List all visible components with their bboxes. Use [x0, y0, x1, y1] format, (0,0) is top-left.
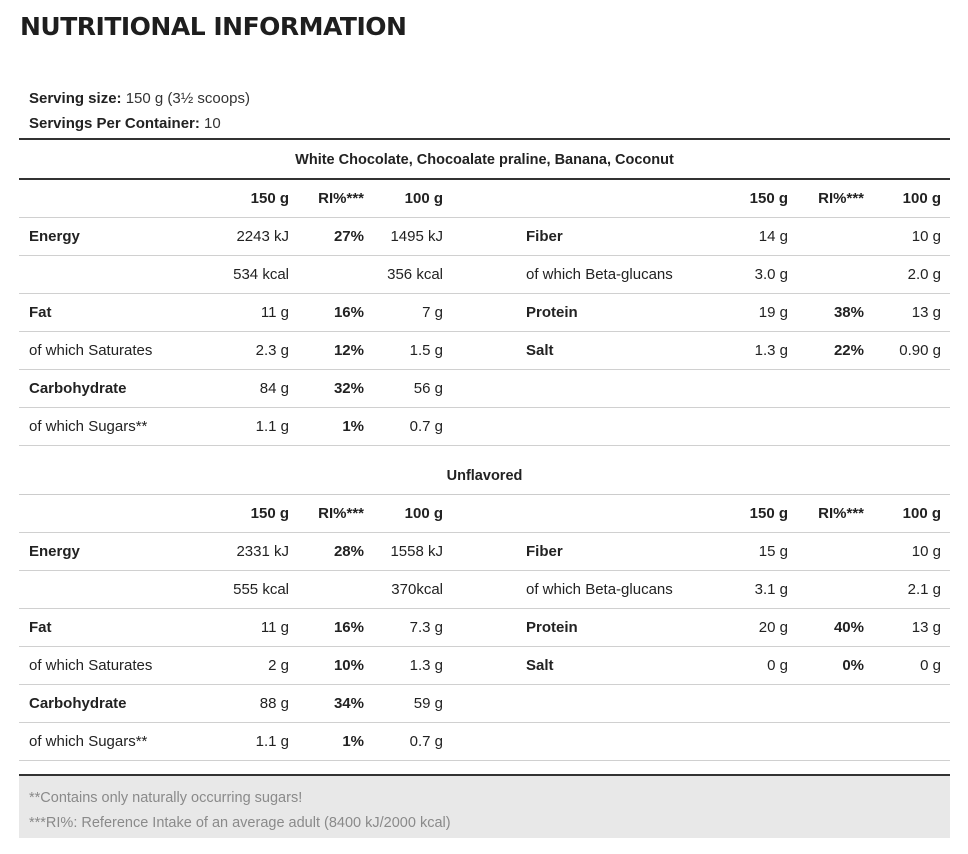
nutrient-label: Fiber	[526, 228, 563, 245]
value-per-100g: 356 kcal	[387, 266, 443, 283]
nutrient-label: of which Beta-glucans	[526, 266, 673, 283]
value-ri-percent: 28%	[333, 543, 364, 560]
table-row	[19, 723, 950, 761]
nutrient-label: Fat	[29, 619, 52, 636]
value-per-serving: 88 g	[259, 695, 289, 712]
nutrient-label: Energy	[29, 228, 80, 245]
table-row	[19, 609, 950, 647]
value-ri-percent: 0%	[842, 657, 864, 674]
table-row	[19, 685, 950, 723]
serving-size	[29, 86, 250, 111]
value-per-100g: 56 g	[413, 380, 443, 397]
value-per-serving: 11 g	[260, 304, 289, 321]
column-header: 100 g	[902, 505, 941, 522]
value-ri-percent: 40%	[833, 619, 864, 636]
servings-per-container-label: Servings Per Container:	[29, 115, 200, 132]
column-header-row	[19, 180, 950, 218]
nutrient-label: of which Sugars**	[29, 733, 148, 750]
table-heading: Unflavored	[19, 457, 950, 495]
nutrient-label: of which Saturates	[29, 342, 153, 359]
value-per-100g: 2.0 g	[907, 266, 941, 283]
value-per-100g: 10 g	[911, 228, 941, 245]
table-row	[19, 332, 950, 370]
nutrient-label: Carbohydrate	[29, 380, 127, 397]
value-per-100g: 0 g	[920, 657, 941, 674]
value-per-100g: 0.7 g	[409, 733, 443, 750]
value-per-serving: 1.1 g	[255, 418, 289, 435]
value-per-100g: 59 g	[413, 695, 443, 712]
value-per-serving: 2.3 g	[255, 342, 289, 359]
page-title: NUTRITIONAL INFORMATION	[20, 12, 407, 41]
value-per-serving: 11 g	[260, 619, 289, 636]
value-per-100g: 1.3 g	[409, 657, 443, 674]
footnote-sugars: **Contains only naturally occurring sugars!	[29, 790, 303, 806]
nutrient-label: Protein	[526, 304, 578, 321]
value-ri-percent: 1%	[342, 418, 364, 435]
table-row	[19, 533, 950, 571]
nutrient-label: Fiber	[526, 543, 563, 560]
column-header: 100 g	[404, 190, 443, 207]
nutrient-label: Fat	[29, 304, 52, 321]
footnote-reference-intake: ***RI%: Reference Intake of an average adult (8400 kJ/2000 kcal)	[29, 815, 451, 831]
value-ri-percent: 34%	[333, 695, 364, 712]
nutrient-label: of which Beta-glucans	[526, 581, 673, 598]
nutrient-label: of which Saturates	[29, 657, 153, 674]
value-ri-percent: 16%	[333, 619, 364, 636]
table-row	[19, 218, 950, 256]
value-ri-percent: 27%	[333, 228, 364, 245]
value-per-100g: 1.5 g	[409, 342, 443, 359]
value-per-100g: 10 g	[911, 543, 941, 560]
nutrition-table-flavored	[19, 138, 950, 446]
value-per-100g: 0.90 g	[899, 342, 941, 359]
column-header: RI%***	[318, 190, 364, 207]
table-row	[19, 294, 950, 332]
value-ri-percent: 16%	[333, 304, 364, 321]
value-per-serving: 1.1 g	[255, 733, 289, 750]
serving-size-label: Serving size:	[29, 90, 122, 107]
column-header: 150 g	[749, 190, 788, 207]
value-per-serving: 0 g	[767, 657, 788, 674]
value-per-serving: 15 g	[758, 543, 788, 560]
table-heading: White Chocolate, Chocoalate praline, Banana, Coconut	[19, 140, 950, 180]
value-per-serving: 84 g	[259, 380, 289, 397]
value-per-serving: 2 g	[268, 657, 289, 674]
value-per-serving: 2243 kJ	[236, 228, 289, 245]
serving-info	[29, 86, 250, 136]
value-per-serving: 14 g	[758, 228, 788, 245]
value-per-serving: 3.0 g	[754, 266, 788, 283]
column-header-row	[19, 495, 950, 533]
table-row	[19, 647, 950, 685]
nutrition-table-unflavored	[19, 457, 950, 761]
value-ri-percent: 22%	[833, 342, 864, 359]
column-header: 150 g	[250, 190, 289, 207]
column-header: RI%***	[318, 505, 364, 522]
value-per-100g: 0.7 g	[409, 418, 443, 435]
column-header: RI%***	[818, 190, 864, 207]
value-ri-percent: 1%	[342, 733, 364, 750]
serving-size-value: 150 g (3½ scoops)	[121, 90, 250, 107]
nutrient-label: Energy	[29, 543, 80, 560]
column-header: RI%***	[818, 505, 864, 522]
nutrient-label: Salt	[526, 657, 554, 674]
value-ri-percent: 10%	[333, 657, 364, 674]
table-row	[19, 408, 950, 446]
nutrient-label: Salt	[526, 342, 554, 359]
column-header: 100 g	[404, 505, 443, 522]
column-header: 100 g	[902, 190, 941, 207]
value-per-serving: 534 kcal	[233, 266, 289, 283]
value-per-100g: 1495 kJ	[390, 228, 443, 245]
value-per-serving: 3.1 g	[754, 581, 788, 598]
value-per-100g: 370kcal	[391, 581, 443, 598]
table-row	[19, 370, 950, 408]
value-per-100g: 2.1 g	[907, 581, 941, 598]
value-per-100g: 13 g	[911, 619, 941, 636]
value-per-100g: 7 g	[422, 304, 443, 321]
table-row	[19, 571, 950, 609]
column-header: 150 g	[749, 505, 788, 522]
footnotes	[19, 774, 950, 838]
servings-per-container-value: 10	[199, 115, 221, 132]
value-ri-percent: 12%	[333, 342, 364, 359]
value-per-100g: 1558 kJ	[390, 543, 443, 560]
value-per-serving: 19 g	[758, 304, 788, 321]
value-ri-percent: 32%	[333, 380, 364, 397]
servings-per-container	[29, 111, 250, 136]
nutrient-label: Protein	[526, 619, 578, 636]
nutrient-label: Carbohydrate	[29, 695, 127, 712]
value-per-serving: 20 g	[758, 619, 788, 636]
value-per-100g: 13 g	[911, 304, 941, 321]
column-header: 150 g	[250, 505, 289, 522]
value-per-100g: 7.3 g	[409, 619, 443, 636]
value-per-serving: 555 kcal	[233, 581, 289, 598]
value-per-serving: 2331 kJ	[236, 543, 289, 560]
nutrient-label: of which Sugars**	[29, 418, 148, 435]
table-row	[19, 256, 950, 294]
value-per-serving: 1.3 g	[754, 342, 788, 359]
value-ri-percent: 38%	[833, 304, 864, 321]
